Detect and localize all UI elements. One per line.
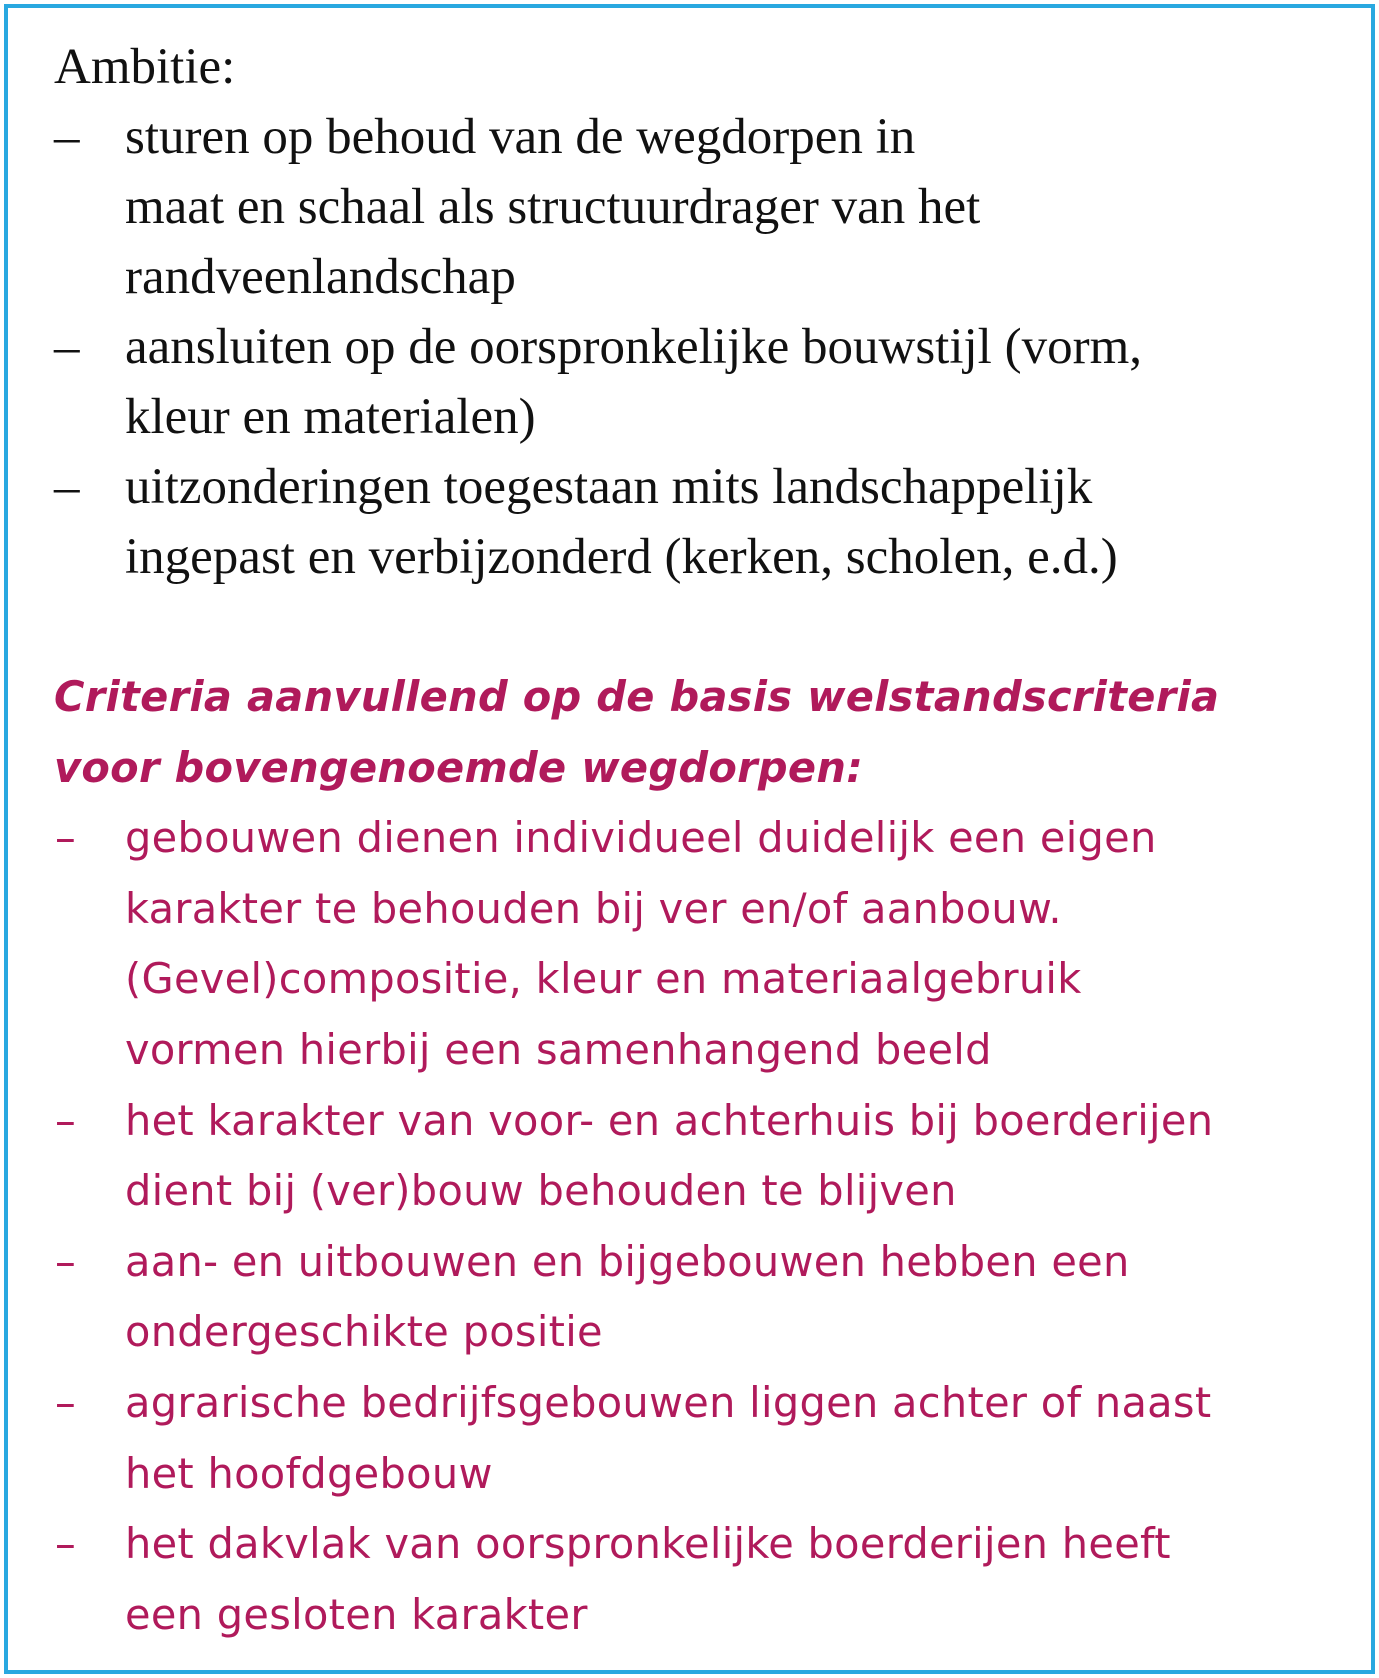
criteria-item-line: karakter te behouden bij ver en/of aanbouw. — [125, 883, 1062, 933]
ambitie-section — [54, 32, 1354, 592]
ambitie-item-line: maat en schaal als structuurdrager van het — [125, 179, 981, 235]
criteria-item — [54, 803, 1354, 1085]
dash-bullet: – — [55, 1236, 77, 1286]
dash-bullet: – — [55, 1519, 77, 1569]
criteria-item-line: gebouwen dienen individueel duidelijk een eigen — [125, 813, 1157, 863]
ambitie-item — [54, 452, 1354, 592]
info-box-content — [54, 32, 1354, 1650]
criteria-item-line: een gesloten karakter — [125, 1589, 588, 1639]
criteria-item — [54, 1227, 1354, 1368]
criteria-heading — [54, 662, 1354, 803]
criteria-item — [54, 1509, 1354, 1650]
criteria-item — [54, 1086, 1354, 1227]
criteria-heading-line: voor bovengenoemde wegdorpen: — [54, 742, 864, 792]
criteria-section — [54, 662, 1354, 1650]
criteria-heading-line: Criteria aanvullend op de basis welstandscriteria — [54, 672, 1220, 721]
ambitie-item-line: uitzonderingen toegestaan mits landschappelijk — [125, 459, 1093, 515]
criteria-item-line: ondergeschikte positie — [125, 1307, 603, 1357]
ambitie-list — [54, 102, 1354, 592]
criteria-item-line: agrarische bedrijfsgebouwen liggen achter of naast — [125, 1377, 1212, 1427]
criteria-item-line: het dakvlak van oorspronkelijke boerderijen heeft — [125, 1519, 1171, 1569]
criteria-item-line: (Gevel)compositie, kleur en materiaalgebruik — [125, 954, 1082, 1004]
dash-bullet: – — [54, 459, 80, 515]
criteria-item — [54, 1368, 1354, 1509]
ambitie-item-line: sturen op behoud van de wegdorpen in — [125, 109, 916, 165]
criteria-item-line: het hoofdgebouw — [125, 1448, 493, 1498]
ambitie-item-line: aansluiten op de oorspronkelijke bouwstijl (vorm, — [125, 319, 1142, 375]
ambitie-item-line: ingepast en verbijzonderd (kerken, scholen, e.d.) — [125, 529, 1118, 585]
ambitie-item — [54, 312, 1354, 452]
criteria-item-line: vormen hierbij een samenhangend beeld — [125, 1024, 992, 1074]
ambitie-heading: Ambitie: — [54, 39, 236, 95]
dash-bullet: – — [55, 813, 77, 863]
dash-bullet: – — [55, 1377, 77, 1427]
section-spacer — [54, 592, 1354, 662]
criteria-item-line: aan- en uitbouwen en bijgebouwen hebben een — [125, 1236, 1130, 1286]
ambitie-item-line: randveenlandschap — [125, 249, 516, 305]
info-box — [4, 4, 1375, 1674]
dash-bullet: – — [54, 319, 80, 375]
ambitie-item-line: kleur en materialen) — [125, 389, 536, 445]
dash-bullet: – — [54, 109, 80, 165]
criteria-item-line: dient bij (ver)bouw behouden te blijven — [125, 1166, 957, 1216]
ambitie-item — [54, 102, 1354, 312]
criteria-list — [54, 803, 1354, 1650]
criteria-item-line: het karakter van voor- en achterhuis bij boerderijen — [125, 1095, 1214, 1145]
dash-bullet: – — [55, 1095, 77, 1145]
